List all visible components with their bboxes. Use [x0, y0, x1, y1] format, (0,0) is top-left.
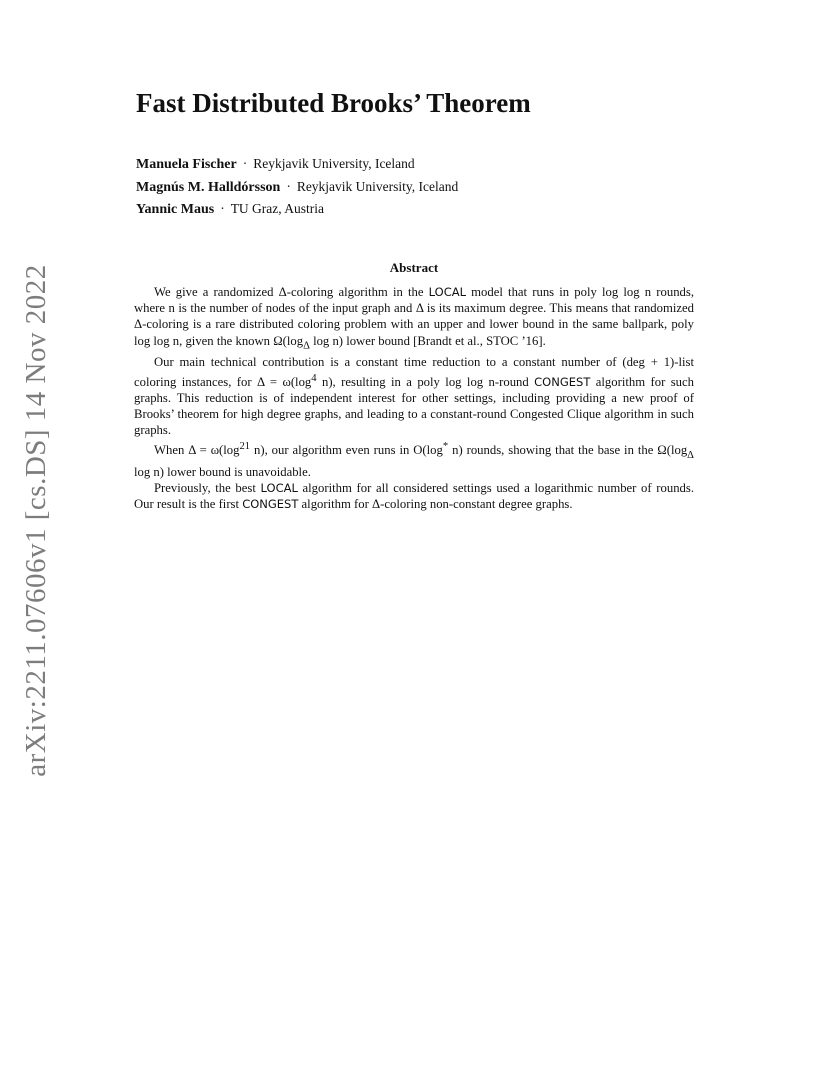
abstract-text: When Δ = ω(log: [154, 442, 240, 457]
paper-title: Fast Distributed Brooks’ Theorem: [136, 88, 531, 118]
abstract-text: algorithm for all considered settings used a logarithmic number of rounds. Our result is the first: [134, 480, 694, 511]
arxiv-identifier-text: arXiv:2211.07606v1 [cs.DS] 14 Nov 2022: [19, 263, 52, 777]
author-affiliation: TU Graz, Austria: [230, 201, 325, 216]
author-separator: ·: [286, 178, 291, 194]
subscript: Δ: [687, 449, 694, 461]
author-name: Manuela Fischer: [136, 157, 237, 172]
author-affiliation: Reykjavik University, Iceland: [253, 156, 415, 171]
abstract-text: n) rounds, showing that the base in the Ω(log: [448, 442, 688, 457]
abstract-text: log n) lower bound [Brandt et al., STOC ’16].: [309, 333, 546, 348]
abstract-text: algorithm for such graphs. This reduction is of independent interest for other settings, including providing a new proof of Brooks’ theorem for high degree graphs, and leading to a constant-round Congested Clique algorithm in such graphs.: [134, 374, 694, 438]
abstract-text: We give a randomized Δ-coloring algorithm in the: [154, 285, 429, 299]
superscript: 4: [311, 372, 317, 384]
abstract-paragraph: [134, 480, 694, 512]
author-entry: [136, 198, 458, 221]
superscript: 21: [239, 440, 251, 452]
model-name: LOCAL: [260, 480, 298, 495]
author-name: Magnús M. Halldórsson: [136, 179, 281, 195]
abstract-text: Our main technical contribution is a constant time reduction to a constant number of (deg + 1)-list coloring instances, for Δ = ω(log: [134, 355, 694, 389]
abstract-text: log n) lower bound is unavoidable.: [134, 464, 311, 479]
abstract-text: n), resulting in a poly log log n-round: [316, 374, 535, 389]
model-name: LOCAL: [428, 285, 467, 299]
arxiv-identifier-stamp: [12, 263, 60, 777]
abstract-paragraph: [134, 354, 694, 438]
author-separator: ·: [220, 201, 225, 216]
author-separator: ·: [242, 156, 248, 171]
abstract-text: model that runs in poly log log n rounds, where n is the number of nodes of the input graph and Δ is its maximum degree. This means that randomized Δ-coloring is a rare distributed coloring problem with an upper and lower bound in the same ballpark, poly log log n, given the known Ω(log: [134, 285, 694, 348]
abstract-text: algorithm for Δ-coloring non-constant degree graphs.: [298, 496, 573, 511]
abstract-body: [134, 284, 694, 512]
subscript: Δ: [303, 340, 310, 352]
model-name: CONGEST: [242, 496, 299, 511]
abstract-paragraph: [134, 439, 694, 480]
model-name: CONGEST: [534, 374, 591, 389]
abstract-text: n), our algorithm even runs in O(log: [250, 442, 443, 457]
abstract-text: Previously, the best: [154, 480, 261, 495]
abstract-paragraph: [134, 284, 694, 354]
author-entry: [136, 176, 458, 199]
author-list: [136, 153, 458, 221]
author-entry: [136, 153, 458, 176]
superscript: *: [442, 440, 449, 452]
abstract-heading: Abstract: [389, 260, 439, 275]
author-name: Yannic Maus: [136, 202, 215, 217]
author-affiliation: Reykjavik University, Iceland: [296, 178, 459, 194]
